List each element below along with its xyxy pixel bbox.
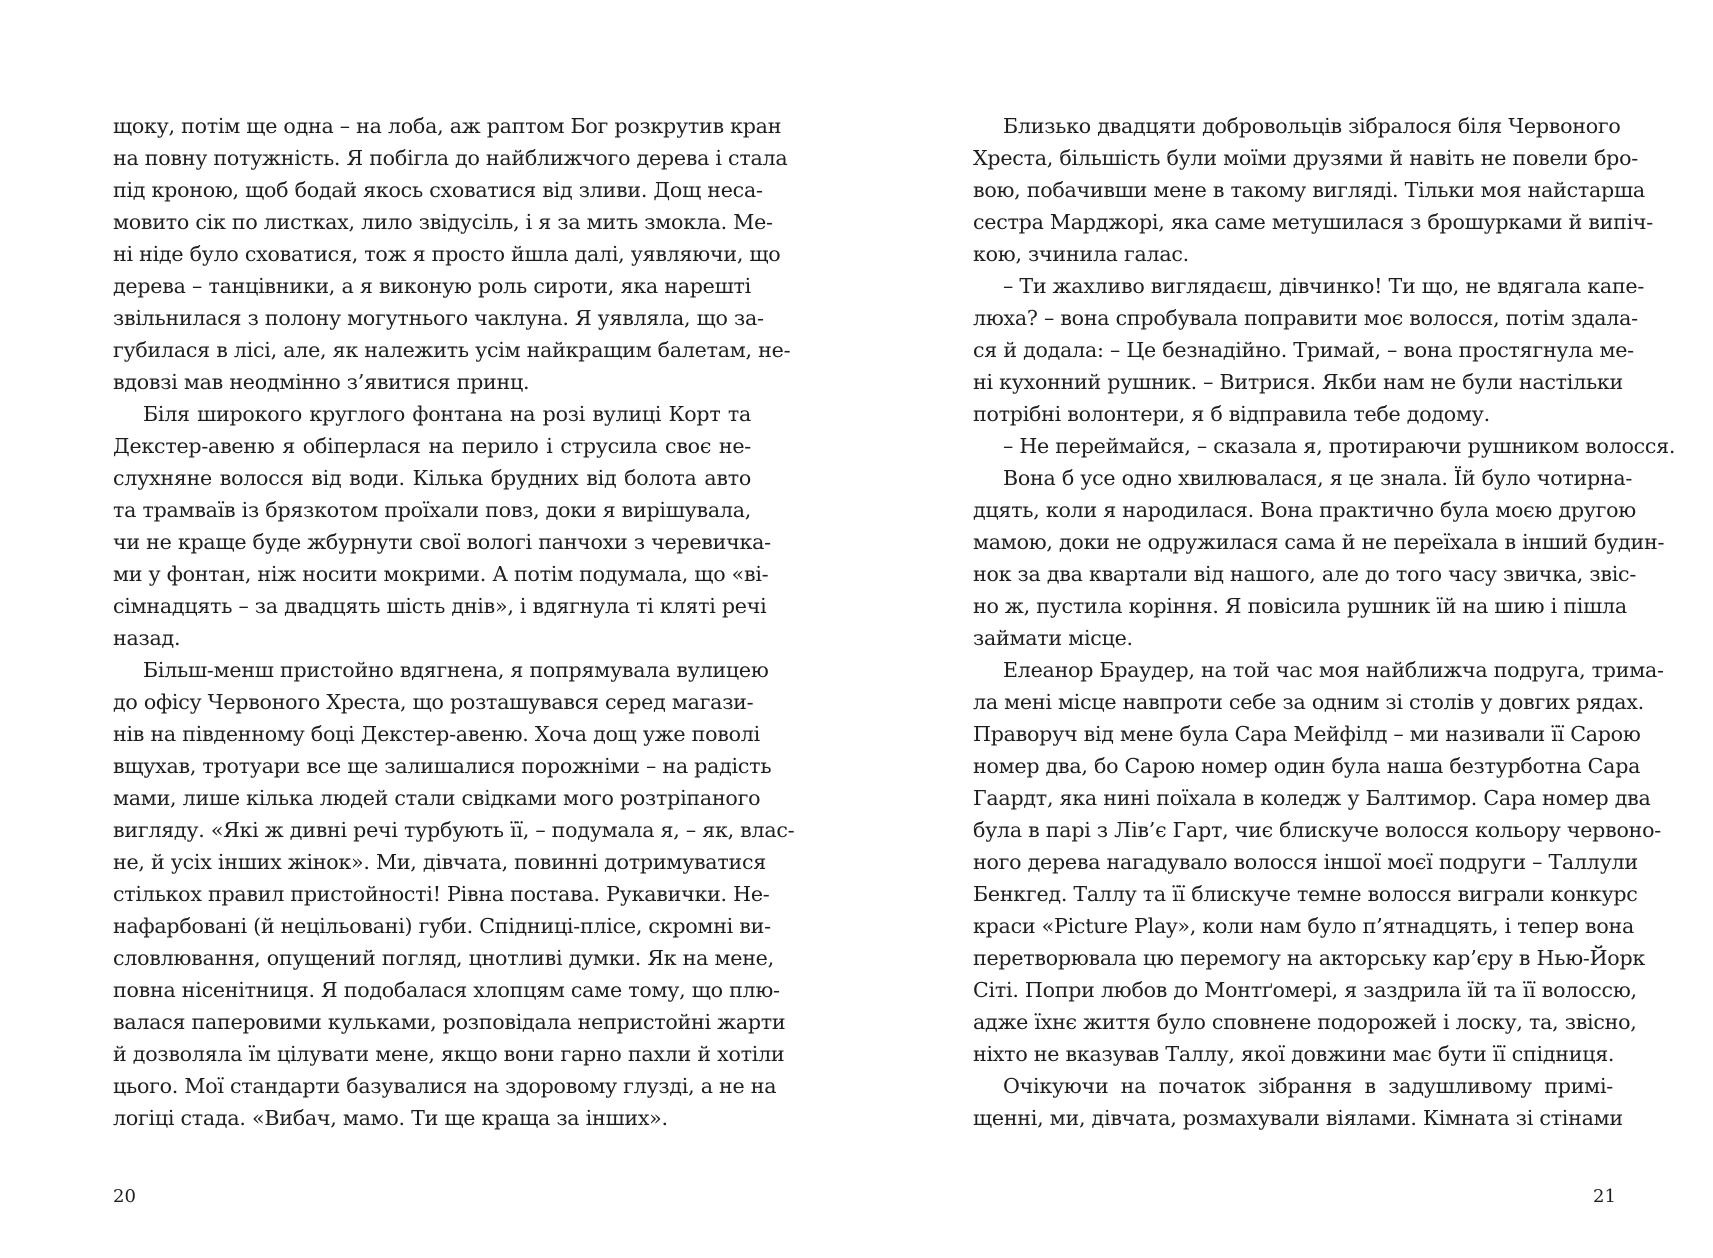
text-line: ми у фонтан, ніж носити мокрими. А потім подумала, що «ві- — [113, 562, 769, 586]
text-line: стількох правил пристойності! Рівна постава. Рукавички. Не- — [113, 882, 770, 906]
text-line: вою, побачивши мене в такому вигляді. Тільки моя найстарша — [973, 178, 1645, 202]
text-line: но ж, пустила коріння. Я повісила рушник їй на шию і пішла — [973, 594, 1627, 618]
text-line: займати місце. — [973, 626, 1133, 650]
text-line: Вона б усе одно хвилювалася, я це знала. Їй було чотирна- — [1003, 466, 1633, 490]
text-line: мамою, доки не одружилася сама й не переїхала в інший будин- — [973, 530, 1665, 554]
text-line: ся й додала: – Це безнадійно. Тримай, – вона простягнула ме- — [973, 338, 1634, 362]
text-line: Праворуч від мене була Сара Мейфілд – ми називали її Сарою — [973, 722, 1641, 746]
text-line: словлювання, опущений погляд, цнотливі думки. Як на мене, — [113, 946, 774, 970]
text-line: до офісу Червоного Хреста, що розташувався серед магази- — [113, 690, 754, 714]
text-line: ла мені місце навпроти себе за одним зі столів у довгих рядах. — [973, 690, 1644, 714]
text-line: сестра Марджорі, яка саме метушилася з брошурками й випіч- — [973, 210, 1653, 234]
text-line: нок за два квартали від нашого, але до того часу звичка, звіс- — [973, 562, 1637, 586]
text-line: валася паперовими кульками, розповідала непристойні жарти — [113, 1010, 786, 1034]
text-line: перетворювала цю перемогу на акторську кар’єру в Нью-Йорк — [973, 946, 1646, 970]
text-line: назад. — [113, 626, 181, 650]
text-line: під кроною, щоб бодай якось сховатися від зливи. Дощ неса- — [113, 178, 763, 202]
text-line: чи не краще буде жбурнути свої вологі панчохи з черевичка- — [113, 530, 771, 554]
text-line: номер два, бо Сарою номер один була наша безтурботна Сара — [973, 754, 1641, 778]
page-number: 20 — [113, 1186, 136, 1207]
text-line: ніхто не вказував Таллу, якої довжини має бути її спідниця. — [973, 1042, 1615, 1066]
text-line: вигляду. «Які ж дивні речі турбують її, – подумала я, – як, влас- — [113, 818, 795, 842]
page-number: 21 — [1593, 1186, 1616, 1207]
text-line: та трамваїв із брязкотом проїхали повз, доки я вирішувала, — [113, 498, 752, 522]
text-line: дцять, коли я народилася. Вона практично була моєю другою — [973, 498, 1636, 522]
text-line: вщухав, тротуари все ще залишалися порожніми – на радість — [113, 754, 772, 778]
text-line: не, й усіх інших жінок». Ми, дівчата, повинні дотримуватися — [113, 850, 766, 874]
text-line: Елеанор Браудер, на той час моя найближча подруга, трима- — [1003, 658, 1664, 682]
text-line: вдовзі мав неодмінно з’явитися принц. — [113, 370, 530, 394]
text-line: Бенкгед. Таллу та її блискуче темне волосся виграли конкурс — [973, 882, 1638, 906]
text-line: Сіті. Попри любов до Монтґомері, я заздрила їй та її волоссю, — [973, 978, 1637, 1002]
text-line: слухняне волосся від води. Кілька брудних від болота авто — [113, 466, 751, 490]
text-line: Декстер-авеню я обіперлася на перило і струсила своє не- — [113, 434, 751, 458]
right-text-column — [973, 110, 1676, 1134]
text-line: дерева – танцівники, а я виконую роль сироти, яка нарешті — [113, 274, 751, 298]
text-line: нафарбовані (й нецільовані) губи. Спідниці-плісе, скромні ви- — [113, 914, 771, 938]
text-line: на повну потужність. Я побігла до найближчого дерева і стала — [113, 146, 788, 170]
text-line: Гаардт, яка нині поїхала в коледж у Балтимор. Сара номер два — [973, 786, 1651, 810]
text-line: мами, лише кілька людей стали свідками мого розтріпаного — [113, 786, 761, 810]
text-line: – Ти жахливо виглядаєш, дівчинко! Ти що, не вдягала капе- — [1003, 274, 1645, 298]
text-line: губилася в лісі, але, як належить усім найкращим балетам, не- — [113, 338, 791, 362]
left-text-column — [113, 110, 795, 1134]
text-line: кою, зчинила галас. — [973, 242, 1189, 266]
text-line: цього. Мої стандарти базувалися на здоровому глузді, а не на — [113, 1074, 777, 1098]
text-line: нів на південному боці Декстер-авеню. Хоча дощ уже поволі — [113, 722, 760, 746]
text-line: звільнилася з полону могутнього чаклуна. Я уявляла, що за- — [113, 306, 764, 330]
text-line: Хреста, більшість були моїми друзями й навіть не повели бро- — [973, 146, 1638, 170]
text-line: щенні, ми, дівчата, розмахували віялами. Кімната зі стінами — [973, 1106, 1623, 1130]
text-line: потрібні волонтери, я б відправила тебе додому. — [973, 402, 1490, 426]
text-line: й дозволяла їм цілувати мене, якщо вони гарно пахли й хотіли — [113, 1042, 785, 1066]
text-line: була в парі з Лів’є Гарт, чиє блискуче волосся кольору червоно- — [973, 818, 1661, 842]
text-line: щоку, потім ще одна – на лоба, аж раптом Бог розкрутив кран — [113, 114, 782, 138]
text-line: люха? – вона спробувала поправити моє волосся, потім здала- — [973, 306, 1638, 330]
left-page — [0, 0, 856, 1258]
text-line: ні кухонний рушник. – Витрися. Якби нам не були настільки — [973, 370, 1624, 394]
text-line: Близько двадцяти добровольців зібралося біля Червоного — [1003, 114, 1621, 138]
text-line: ні ніде було сховатися, тож я просто йшла далі, уявляючи, що — [113, 242, 781, 266]
text-line: адже їхнє життя було сповнене подорожей і лоску, та, звісно, — [973, 1010, 1637, 1034]
text-line: ного дерева нагадувало волосся іншої моєї подруги – Таллули — [973, 850, 1638, 874]
text-line: сімнадцять – за двадцять шість днів», і вдягнула ті кляті речі — [113, 594, 767, 618]
right-page — [857, 0, 1713, 1258]
text-line: Більш-менш пристойно вдягнена, я попрямувала вулицею — [143, 658, 769, 682]
text-line: повна нісенітниця. Я подобалася хлопцям саме тому, що плю- — [113, 978, 780, 1002]
text-line: – Не переймайся, – сказала я, протираючи рушником волосся. — [1003, 434, 1676, 458]
text-line: Очікуючи на початок зібрання в задушливому примі- — [1003, 1074, 1613, 1098]
text-line: логіці стада. «Вибач, мамо. Ти ще краща за інших». — [113, 1106, 668, 1130]
text-line: Біля широкого круглого фонтана на розі вулиці Корт та — [143, 402, 751, 426]
text-line: краси «Picture Play», коли нам було п’ятнадцять, і тепер вона — [973, 914, 1634, 938]
text-line: мовито сік по листках, лило звідусіль, і я за мить змокла. Ме- — [113, 210, 773, 234]
